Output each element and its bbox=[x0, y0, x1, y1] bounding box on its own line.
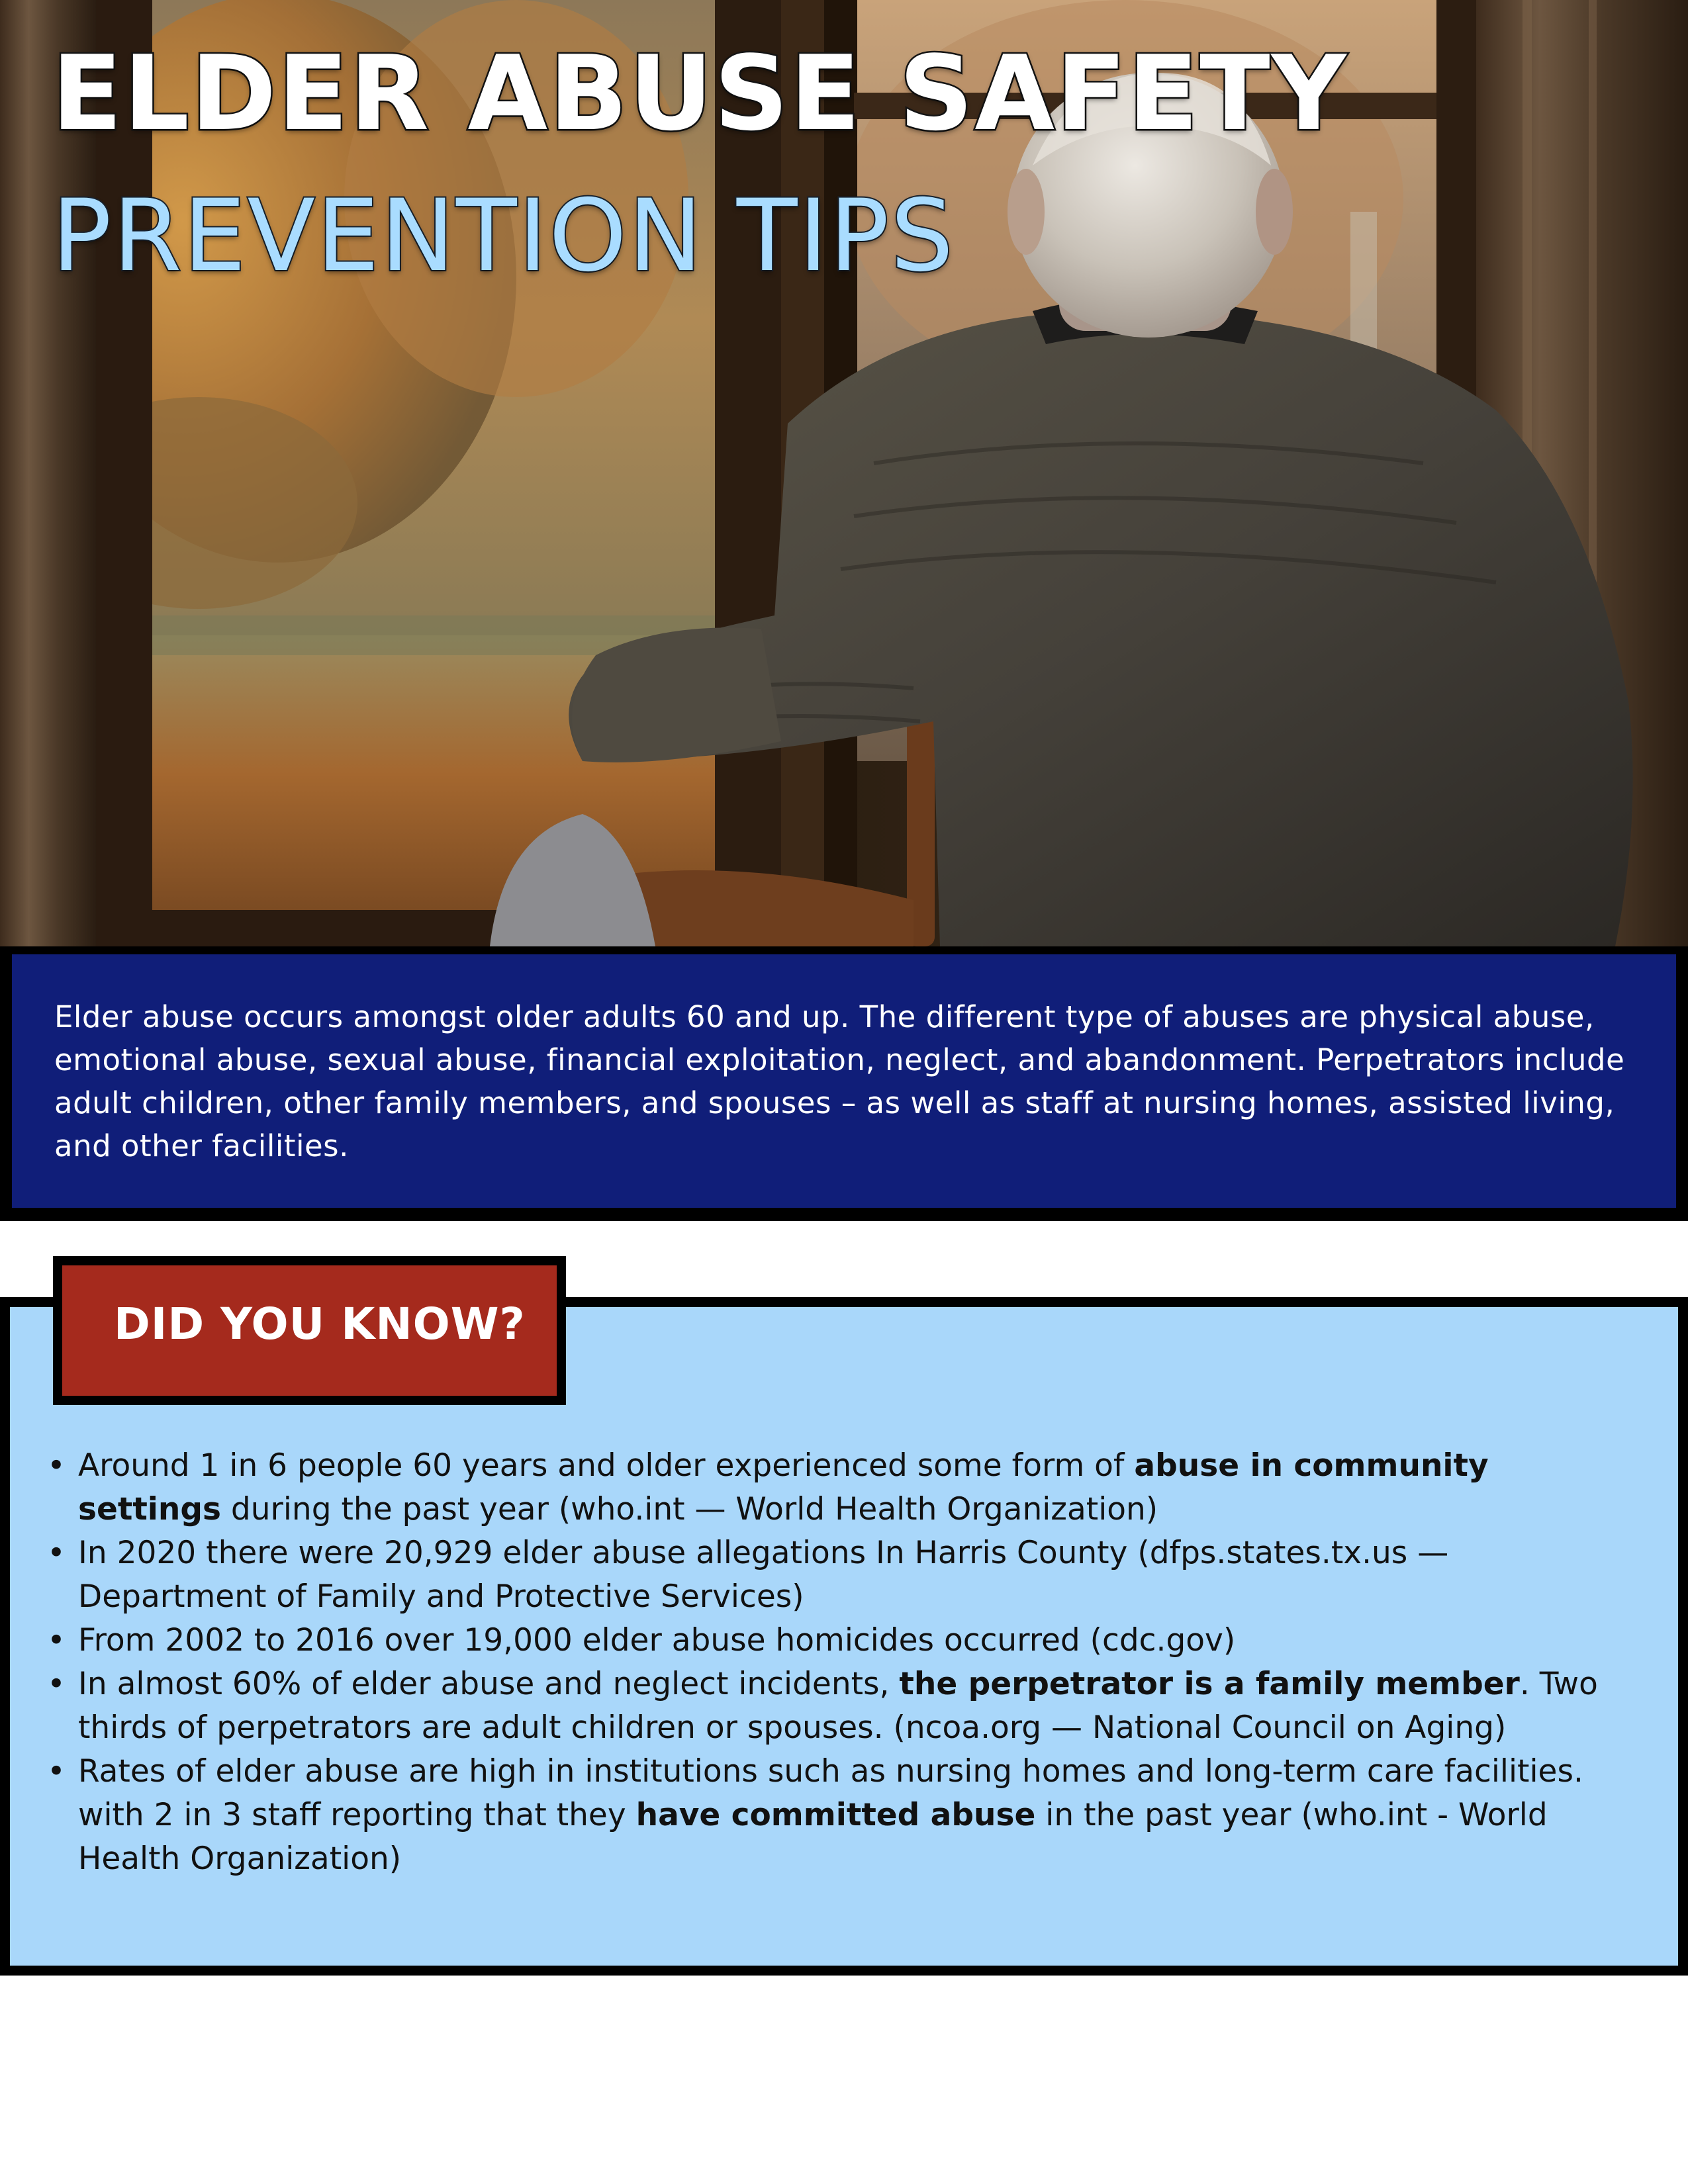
bullet-icon: • bbox=[47, 1666, 66, 1702]
fact-text: In 2020 there were 20,929 elder abuse allegations In Harris County (dfps.states.tx.us — Department of Family and Protective Services) bbox=[78, 1535, 1449, 1615]
intro-panel bbox=[12, 954, 1676, 1208]
fact-item bbox=[46, 1662, 1635, 1750]
title-line-2: PREVENTION TIPS bbox=[52, 179, 955, 294]
bullet-icon: • bbox=[47, 1753, 66, 1790]
fact-text: Around 1 in 6 people 60 years and older experienced some form of bbox=[78, 1447, 1135, 1484]
intro-paragraph: Elder abuse occurs amongst older adults 60 and up. The different type of abuses are physical abuse, emotional abuse, sexual abuse, financial exploitation, neglect, and abandonment. Perpetrators include adult children, other family members, and spouses – as well as staff at nursing homes, assisted living, and other facilities. bbox=[54, 999, 1625, 1163]
did-you-know-heading: DID YOU KNOW? bbox=[114, 1298, 526, 1349]
title-line-1: ELDER ABUSE SAFETY bbox=[52, 33, 1348, 154]
did-you-know-tab bbox=[53, 1256, 566, 1405]
bullet-icon: • bbox=[47, 1622, 66, 1659]
fact-emphasis: abuse in community settings bbox=[78, 1447, 1489, 1527]
fact-item bbox=[46, 1531, 1635, 1619]
bullet-icon: • bbox=[47, 1535, 66, 1571]
fact-item bbox=[46, 1750, 1635, 1881]
fact-text-tail: during the past year (who.int — World Health Organization) bbox=[220, 1491, 1158, 1527]
fact-emphasis: the perpetrator is a family member bbox=[899, 1666, 1520, 1702]
hero-photo bbox=[0, 0, 1688, 946]
fact-text-tail: . Two thirds of perpetrators are adult children or spouses. (ncoa.org — National Council on Aging) bbox=[78, 1666, 1598, 1746]
intro-band bbox=[0, 946, 1688, 1221]
fact-text: Rates of elder abuse are high in institutions such as nursing homes and long-term care facilities. with 2 in 3 staff reporting that they bbox=[78, 1753, 1583, 1833]
fact-emphasis: have committed abuse bbox=[635, 1797, 1036, 1833]
did-you-know-tab-fill bbox=[62, 1265, 557, 1396]
fact-text: In almost 60% of elder abuse and neglect incidents, bbox=[78, 1666, 900, 1702]
fact-item bbox=[46, 1619, 1635, 1662]
bullet-icon: • bbox=[47, 1447, 66, 1484]
fact-item bbox=[46, 1444, 1635, 1531]
fact-text: From 2002 to 2016 over 19,000 elder abuse homicides occurred (cdc.gov) bbox=[78, 1622, 1236, 1659]
facts-list bbox=[46, 1444, 1635, 1881]
fact-text-tail: in the past year (who.int - World Health Organization) bbox=[78, 1797, 1548, 1877]
